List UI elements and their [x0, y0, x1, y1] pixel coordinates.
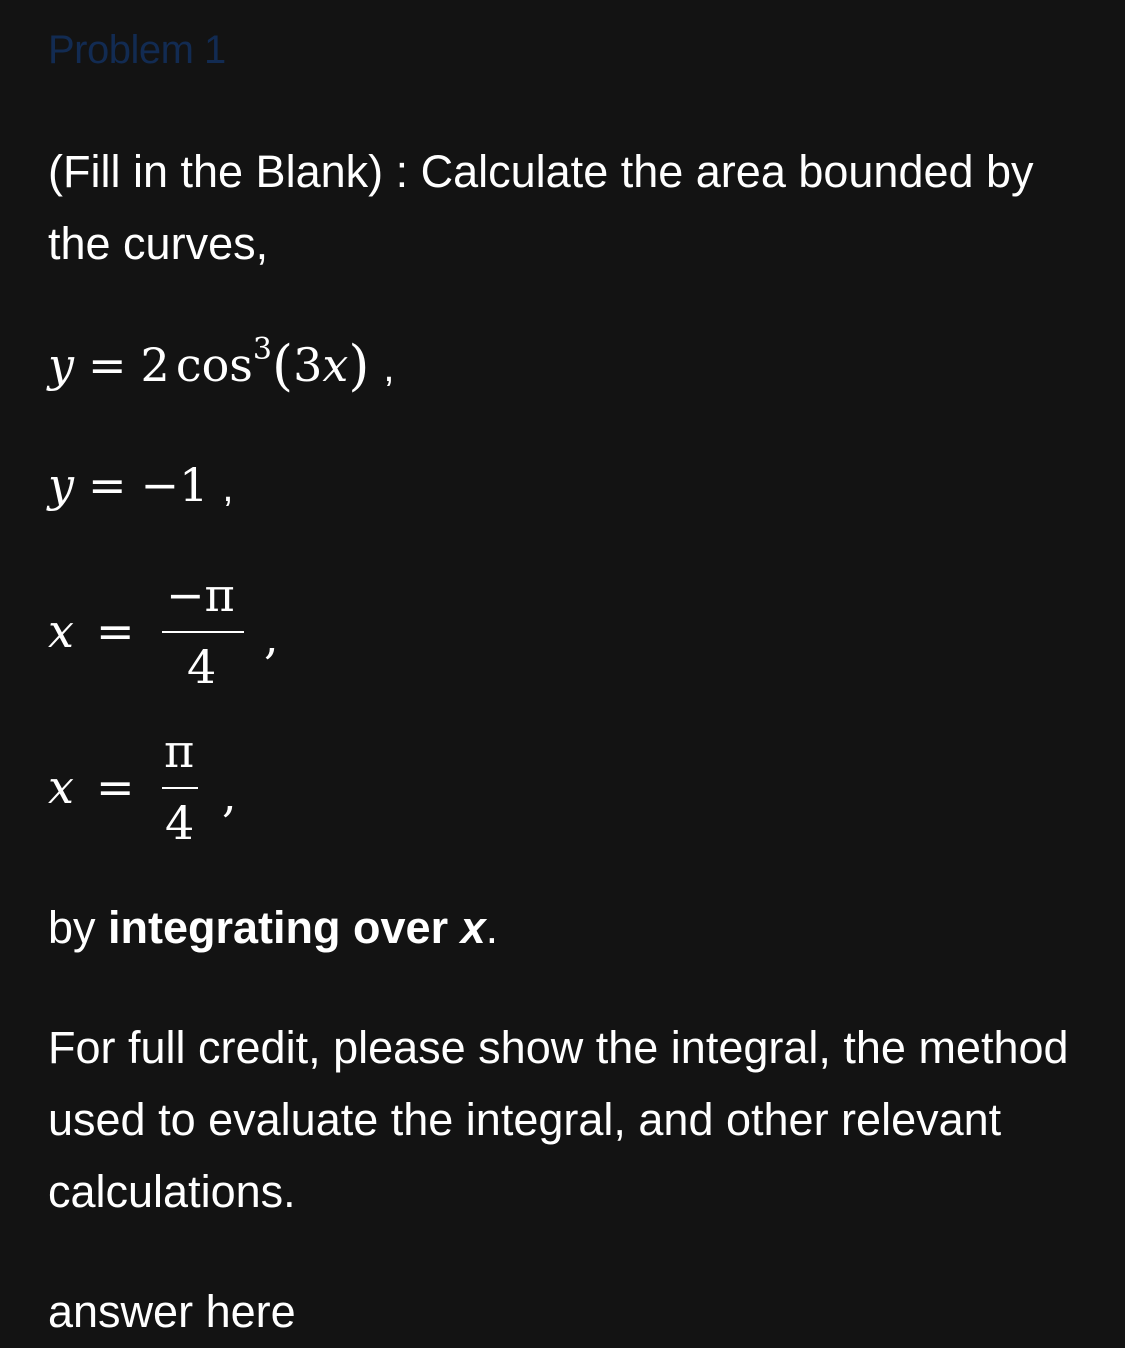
eq1-coef: 2: [140, 338, 170, 392]
eq3-fraction-bar: [162, 631, 244, 633]
eq4-comma: ,: [222, 768, 237, 822]
instruction-bold: integrating over: [108, 902, 461, 953]
credit-instructions: For full credit, please show the integral, the method used to evaluate the integral, and other relevant calculations.: [48, 1022, 1069, 1217]
eq2-rhs: −1: [140, 458, 209, 512]
eq3-lhs: x: [48, 604, 74, 658]
eq1-exponent: 3: [252, 332, 272, 367]
eq2-comma: ,: [222, 466, 234, 510]
equation-2: [48, 455, 233, 515]
instruction-suffix: .: [485, 902, 499, 953]
problem-title: Problem 1: [48, 28, 226, 72]
eq1-rparen: ): [348, 334, 370, 397]
eq3-comma: ,: [264, 610, 279, 664]
eq4-numerator: π: [164, 724, 195, 778]
eq3-numerator: −π: [166, 568, 235, 622]
instruction-prefix: by: [48, 902, 109, 953]
eq3-equals: =: [96, 604, 135, 658]
eq1-func: cos: [175, 338, 253, 392]
eq2-equals: =: [88, 458, 127, 512]
instruction-variable: x: [460, 902, 486, 953]
answer-prompt: answer here: [48, 1286, 296, 1337]
eq1-equals: =: [88, 338, 127, 392]
integration-instruction: [48, 892, 1088, 964]
eq1-comma: ,: [383, 346, 395, 390]
eq1-arg-num: 3: [293, 338, 323, 392]
eq4-fraction-bar: [162, 787, 198, 789]
eq4-denominator: 4: [165, 796, 195, 850]
equation-1: [48, 330, 395, 400]
eq1-lhs: y: [48, 338, 74, 392]
eq3-denominator: 4: [187, 640, 217, 694]
problem-intro: (Fill in the Blank) : Calculate the area bounded by the curves,: [48, 146, 1034, 269]
eq2-lhs: y: [48, 458, 74, 512]
eq1-lparen: (: [272, 334, 294, 397]
eq1-arg-var: x: [322, 338, 349, 392]
eq4-equals: =: [96, 760, 135, 814]
eq4-lhs: x: [48, 760, 74, 814]
